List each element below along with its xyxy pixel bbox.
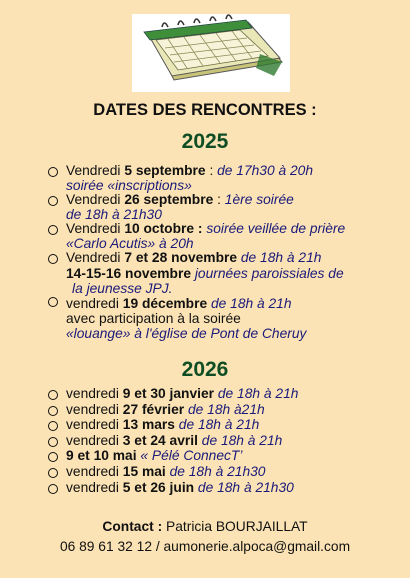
calendar-icon (132, 14, 290, 92)
event-detail: «louange» à l'église de Pont de Cheruy (66, 326, 307, 341)
bullet-icon (48, 196, 58, 206)
event-day: Vendredi (66, 192, 125, 207)
event-detail: journées paroissiales de (191, 266, 344, 281)
bullet-icon (48, 390, 58, 400)
bullet-icon (48, 437, 58, 447)
event-sep: : (213, 192, 225, 207)
event-day: Vendredi (66, 250, 125, 265)
event-date: 10 octobre : (124, 221, 203, 236)
event-date: 15 mai (122, 464, 166, 479)
contact-label: Contact : (102, 519, 163, 534)
bullet-icon (48, 225, 58, 235)
bullet-icon (48, 468, 58, 478)
event-time: de 18h à 21h (174, 417, 260, 432)
event-time: « Pélé ConnecT’ (136, 448, 243, 463)
event-time: de 18h à 21h30 (194, 480, 294, 495)
event-day: vendredi (66, 296, 123, 311)
event-time: de 18h à 21h (214, 386, 299, 401)
event-day: vendredi (66, 417, 123, 432)
event-line (66, 464, 265, 479)
bullet-icon (48, 484, 58, 494)
event-day: Vendredi (66, 163, 125, 178)
bullet-icon (48, 254, 58, 264)
event-time: soirée veillée de prière (202, 221, 346, 236)
event-date: 14-15-16 novembre (66, 266, 192, 281)
bullet-icon (48, 421, 58, 431)
event-detail: avec participation à la soirée (66, 311, 241, 326)
event-line (66, 480, 294, 495)
event-time: de 18h à 21h (207, 296, 292, 311)
event-date: 13 mars (122, 417, 175, 432)
year-2026-heading: 2026 (181, 358, 229, 381)
event-date: 5 et 26 juin (122, 480, 195, 495)
contact-name: Patricia BOURJAILLAT (162, 519, 308, 534)
event-time: de 18h à 21h (237, 250, 322, 265)
event-detail: de 18h à 21h30 (66, 207, 162, 222)
event-detail: la jeunesse JPJ. (72, 281, 173, 296)
event-time: 1ère soirée (224, 192, 294, 207)
event-day: Vendredi (66, 221, 125, 236)
event-date: 5 septembre (124, 163, 206, 178)
event-time: de 17h30 à 20h (217, 163, 314, 178)
event-date: 19 décembre (122, 296, 208, 311)
event-date: 7 et 28 novembre (124, 250, 238, 265)
event-line (66, 192, 294, 207)
event-time: de 18h à 21h30 (165, 464, 266, 479)
event-line (66, 417, 259, 432)
event-date: 27 février (122, 402, 185, 417)
contact-line (0, 519, 410, 534)
event-line (66, 250, 321, 265)
year-2025-heading: 2025 (181, 130, 229, 153)
bullet-icon (48, 452, 58, 462)
contact-phone-email: 06 89 61 32 12 / aumonerie.alpoca@gmail.com (59, 539, 351, 554)
event-line (66, 386, 298, 401)
event-day: vendredi (66, 480, 123, 495)
event-date: 26 septembre (124, 192, 214, 207)
event-day: vendredi (66, 386, 123, 401)
event-day: vendredi (66, 464, 123, 479)
bullet-icon (48, 406, 58, 416)
event-time: de 18h à21h (184, 402, 265, 417)
bullet-icon (48, 297, 58, 307)
event-detail: soirée «inscriptions» (66, 178, 192, 193)
event-line (66, 221, 345, 236)
event-detail: «Carlo Acutis» à 20h (66, 236, 194, 251)
event-line (66, 296, 292, 311)
event-day: vendredi (66, 433, 123, 448)
event-line (66, 266, 344, 281)
event-sep: : (205, 163, 218, 178)
event-day: vendredi (66, 402, 123, 417)
event-line (66, 402, 265, 417)
event-date: 9 et 10 mai (66, 448, 137, 463)
event-line (66, 163, 313, 178)
bullet-icon (48, 167, 58, 177)
event-date: 9 et 30 janvier (122, 386, 215, 401)
page-title: DATES DES RENCONTRES : (93, 101, 317, 119)
event-line (66, 448, 242, 463)
event-line (66, 433, 282, 448)
event-date: 3 et 24 avril (122, 433, 198, 448)
event-time: de 18h à 21h (197, 433, 283, 448)
